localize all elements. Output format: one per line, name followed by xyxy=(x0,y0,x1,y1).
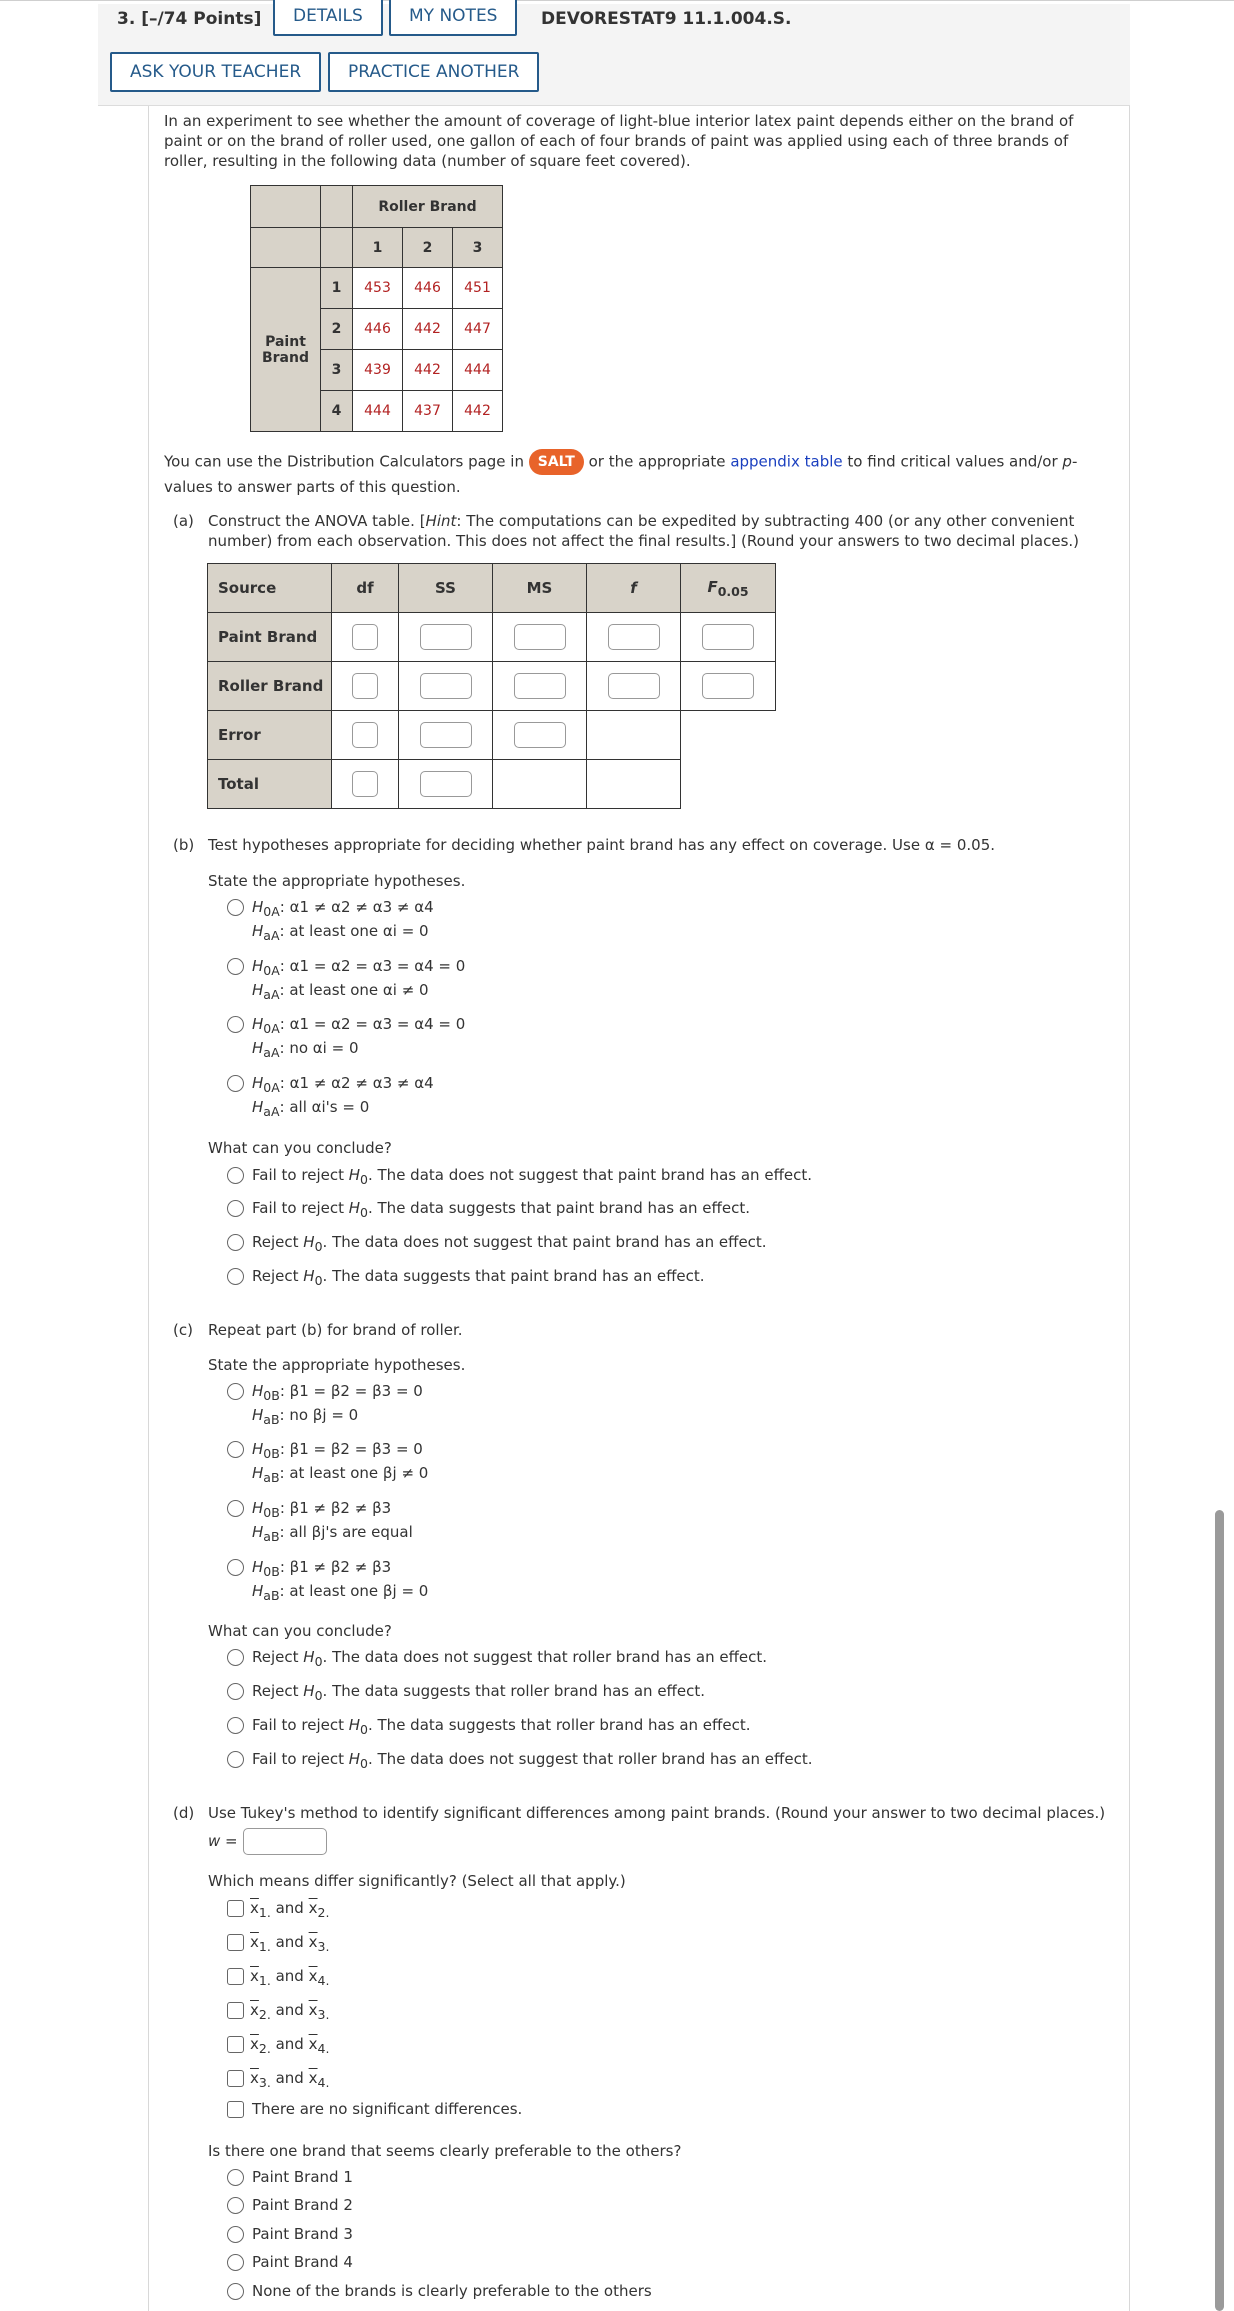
pair-checkbox[interactable] xyxy=(227,2002,244,2019)
state-hypotheses-label: State the appropriate hypotheses. xyxy=(208,1356,466,1374)
pair-option: $\overline{x}_{3.}$ and $\overline{x}_{4.}$ xyxy=(250,2069,330,2090)
ha-text: no βj = 0 xyxy=(289,1406,359,1424)
note-text: or the appropriate xyxy=(588,452,726,471)
part-d-label: (d) xyxy=(173,1804,195,1822)
pair-option: $\overline{x}_{1.}$ and $\overline{x}_{3.}$ xyxy=(250,1933,330,1954)
hypothesis-radio[interactable] xyxy=(227,1016,244,1033)
ha-text: all αi's = 0 xyxy=(289,1098,370,1116)
hypothesis-radio[interactable] xyxy=(227,1441,244,1458)
data-cell: 437 xyxy=(403,391,453,432)
pair-option: $\overline{x}_{1.}$ and $\overline{x}_{4.}$ xyxy=(250,1967,330,1988)
data-table xyxy=(250,185,503,432)
null-hypothesis: $H_{0B}$: β1 ≠ β2 ≠ β3 xyxy=(252,1499,392,1520)
part-d-question: Use Tukey's method to identify significant differences among paint brands. (Round your answer to two decimal places.) xyxy=(208,1804,1106,1822)
alt-hypothesis: $H_{aB}$: at least one βj ≠ 0 xyxy=(252,1464,429,1485)
f-crit-subscript: 0.05 xyxy=(717,583,749,599)
ss-cell xyxy=(399,662,493,711)
h0-text: α1 ≠ α2 ≠ α3 ≠ α4 xyxy=(289,898,434,916)
ss-input[interactable] xyxy=(420,722,472,748)
ask-your-teacher-button[interactable]: ASK YOUR TEACHER xyxy=(110,52,321,92)
data-cell: 446 xyxy=(403,268,453,309)
ss-input[interactable] xyxy=(420,771,472,797)
f-input[interactable] xyxy=(608,673,660,699)
part-a-text-start: Construct the ANOVA table. [ xyxy=(208,512,426,530)
h0-text: α1 = α2 = α3 = α4 = 0 xyxy=(289,1015,466,1033)
f-crit-cell xyxy=(681,613,776,662)
h0-text: β1 ≠ β2 ≠ β3 xyxy=(289,1499,392,1517)
conclude-label: What can you conclude? xyxy=(208,1622,392,1640)
data-cell: 444 xyxy=(453,350,503,391)
and-word: and xyxy=(275,1967,304,1985)
h0-text: β1 = β2 = β3 = 0 xyxy=(289,1440,423,1458)
hypothesis-radio[interactable] xyxy=(227,899,244,916)
paint-label: 2 xyxy=(321,309,353,350)
h0-text: β1 ≠ β2 ≠ β3 xyxy=(289,1558,392,1576)
ms-input[interactable] xyxy=(514,673,566,699)
conclusion-radio[interactable] xyxy=(227,1683,244,1700)
conclusion-action: Reject xyxy=(252,1267,299,1285)
w-label: w = xyxy=(208,1832,238,1850)
ss-input[interactable] xyxy=(420,624,472,650)
conclusion-option: Reject $H_0$. The data suggests that roller brand has an effect. xyxy=(252,1682,706,1703)
part-a-text-end: : The computations can be expedited by subtracting 400 (or any other convenient number) from each observation. This does not affect the final results.] (Round your answers to two decimal places.) xyxy=(208,512,1080,550)
ss-input[interactable] xyxy=(420,673,472,699)
conclusion-option: Fail to reject $H_0$. The data does not suggest that roller brand has an effect. xyxy=(252,1750,813,1771)
df-header: df xyxy=(332,564,399,613)
preferable-radio[interactable] xyxy=(227,2283,244,2300)
w-input[interactable] xyxy=(243,1828,327,1855)
conclusion-text: . The data does not suggest that paint brand has an effect. xyxy=(367,1166,813,1184)
row-label: Roller Brand xyxy=(208,662,332,711)
null-hypothesis: $H_{0B}$: β1 = β2 = β3 = 0 xyxy=(252,1382,423,1403)
pair-index: 1 xyxy=(258,1973,267,1988)
p-symbol: p xyxy=(1062,452,1072,471)
ms-header: MS xyxy=(493,564,587,613)
pair-index: 2 xyxy=(258,2007,267,2022)
conclusion-option: Fail to reject $H_0$. The data does not suggest that paint brand has an effect. xyxy=(252,1166,813,1187)
part-b-label: (b) xyxy=(173,836,195,854)
h0-text: α1 ≠ α2 ≠ α3 ≠ α4 xyxy=(289,1074,434,1092)
data-cell: 442 xyxy=(403,309,453,350)
ss-cell xyxy=(399,613,493,662)
data-cell: 453 xyxy=(353,268,403,309)
conclusion-radio[interactable] xyxy=(227,1167,244,1184)
null-hypothesis: $H_{0A}$: α1 = α2 = α3 = α4 = 0 xyxy=(252,1015,466,1036)
preferable-option: Paint Brand 2 xyxy=(252,2196,353,2214)
and-word: and xyxy=(275,2069,304,2087)
null-hypothesis: $H_{0B}$: β1 = β2 = β3 = 0 xyxy=(252,1440,423,1461)
pair-checkbox[interactable] xyxy=(227,1934,244,1951)
pair-checkbox[interactable] xyxy=(227,1968,244,1985)
conclusion-action: Fail to reject xyxy=(252,1199,344,1217)
conclusion-radio[interactable] xyxy=(227,1751,244,1768)
part-a-label: (a) xyxy=(173,512,194,530)
df-input[interactable] xyxy=(352,673,378,699)
state-hypotheses-label: State the appropriate hypotheses. xyxy=(208,872,466,890)
ha-text: no αi = 0 xyxy=(289,1039,359,1057)
intro-text: In an experiment to see whether the amount of coverage of light-blue interior latex paint depends either on the brand of paint or on the brand of roller used, one gallon of each of four brands of paint was applied using each of three brands of roller, resulting in the following data (number of square feet covered). xyxy=(164,112,1074,170)
conclude-label: What can you conclude? xyxy=(208,1139,392,1157)
appendix-table-link[interactable]: appendix table xyxy=(730,452,843,471)
conclusion-action: Fail to reject xyxy=(252,1750,344,1768)
paint-label: 4 xyxy=(321,391,353,432)
empty-cell xyxy=(681,760,776,809)
row-label: Total xyxy=(208,760,332,809)
f-crit-cell xyxy=(681,662,776,711)
conclusion-radio[interactable] xyxy=(227,1200,244,1217)
hypothesis-radio[interactable] xyxy=(227,1075,244,1092)
conclusion-option: Fail to reject $H_0$. The data suggests that roller brand has an effect. xyxy=(252,1716,751,1737)
pair-option: $\overline{x}_{1.}$ and $\overline{x}_{2.}$ xyxy=(250,1899,330,1920)
preferable-option: Paint Brand 4 xyxy=(252,2253,353,2271)
question-code: DEVORESTAT9 11.1.004.S. xyxy=(541,9,792,29)
null-hypothesis: $H_{0A}$: α1 ≠ α2 ≠ α3 ≠ α4 xyxy=(252,1074,434,1095)
part-c-question: Repeat part (b) for brand of roller. xyxy=(208,1321,463,1339)
ha-text: at least one αi = 0 xyxy=(289,922,429,940)
alt-hypothesis: $H_{aB}$: all βj's are equal xyxy=(252,1523,413,1544)
corner-cell xyxy=(251,186,321,228)
alt-hypothesis: $H_{aA}$: at least one αi = 0 xyxy=(252,922,429,943)
df-cell xyxy=(332,613,399,662)
alt-hypothesis: $H_{aA}$: no αi = 0 xyxy=(252,1039,359,1060)
data-cell: 439 xyxy=(353,350,403,391)
data-cell: 446 xyxy=(353,309,403,350)
and-word: and xyxy=(275,1933,304,1951)
pair-option: $\overline{x}_{2.}$ and $\overline{x}_{3.}$ xyxy=(250,2001,330,2022)
preferable-radio[interactable] xyxy=(227,2254,244,2271)
preferable-radio[interactable] xyxy=(227,2169,244,2186)
conclusion-action: Fail to reject xyxy=(252,1166,344,1184)
preferable-option: Paint Brand 3 xyxy=(252,2225,353,2243)
which-means-label: Which means differ significantly? (Select all that apply.) xyxy=(208,1872,626,1890)
conclusion-text: . The data does not suggest that roller brand has an effect. xyxy=(322,1648,768,1666)
ms-cell xyxy=(493,760,587,809)
ms-cell xyxy=(493,613,587,662)
f-input[interactable] xyxy=(608,624,660,650)
f-crit-symbol: F xyxy=(707,577,718,596)
h0-text: α1 = α2 = α3 = α4 = 0 xyxy=(289,957,466,975)
source-header: Source xyxy=(208,564,332,613)
f-crit-input[interactable] xyxy=(702,624,754,650)
conclusion-text: . The data suggests that paint brand has an effect. xyxy=(322,1267,705,1285)
my-notes-button[interactable]: MY NOTES xyxy=(389,0,517,36)
roller-brand-header: Roller Brand xyxy=(353,186,503,228)
corner-cell xyxy=(321,228,353,268)
f-cell xyxy=(587,662,681,711)
df-input[interactable] xyxy=(352,771,378,797)
no-difference-label: There are no significant differences. xyxy=(252,2100,523,2118)
conclusion-text: . The data suggests that paint brand has an effect. xyxy=(367,1199,750,1217)
conclusion-radio[interactable] xyxy=(227,1268,244,1285)
f-symbol: f xyxy=(630,579,637,597)
ha-text: at least one αi ≠ 0 xyxy=(289,981,429,999)
conclusion-radio[interactable] xyxy=(227,1234,244,1251)
pair-checkbox[interactable] xyxy=(227,2036,244,2053)
note-text: You can use the Distribution Calculators page in xyxy=(164,452,524,471)
corner-cell xyxy=(321,186,353,228)
conclusion-text: . The data does not suggest that paint brand has an effect. xyxy=(322,1233,767,1251)
conclusion-action: Reject xyxy=(252,1233,299,1251)
pair-checkbox[interactable] xyxy=(227,2070,244,2087)
preferable-label: Is there one brand that seems clearly preferable to the others? xyxy=(208,2142,682,2160)
ha-text: all βj's are equal xyxy=(289,1523,413,1541)
ss-cell xyxy=(399,760,493,809)
pair-index: 2 xyxy=(258,2041,267,2056)
roller-label: 2 xyxy=(403,228,453,268)
null-hypothesis: $H_{0A}$: α1 ≠ α2 ≠ α3 ≠ α4 xyxy=(252,898,434,919)
f-cell xyxy=(587,760,681,809)
null-hypothesis: $H_{0B}$: β1 ≠ β2 ≠ β3 xyxy=(252,1558,392,1579)
pair-index: 4 xyxy=(317,2075,326,2090)
hypothesis-radio[interactable] xyxy=(227,1559,244,1576)
part-a-text xyxy=(208,511,1116,551)
pair-index: 3 xyxy=(317,2007,326,2022)
empty-cell xyxy=(681,711,776,760)
ha-text: at least one βj ≠ 0 xyxy=(289,1464,429,1482)
and-word: and xyxy=(275,2001,304,2019)
paint-label: 3 xyxy=(321,350,353,391)
conclusion-text: . The data does not suggest that roller brand has an effect. xyxy=(367,1750,813,1768)
df-cell xyxy=(332,711,399,760)
and-word: and xyxy=(275,2035,304,2053)
anova-table xyxy=(207,563,776,809)
ms-cell xyxy=(493,662,587,711)
alt-hypothesis: $H_{aA}$: all αi's = 0 xyxy=(252,1098,370,1119)
part-c-label: (c) xyxy=(173,1321,193,1339)
ms-input[interactable] xyxy=(514,624,566,650)
f-critical-header xyxy=(681,564,776,613)
scrollbar-thumb[interactable] xyxy=(1215,1510,1224,2311)
data-cell: 442 xyxy=(453,391,503,432)
data-cell: 444 xyxy=(353,391,403,432)
row-label: Paint Brand xyxy=(208,613,332,662)
practice-another-button[interactable]: PRACTICE ANOTHER xyxy=(328,52,539,92)
conclusion-text: . The data suggests that roller brand has an effect. xyxy=(367,1716,751,1734)
hypothesis-radio[interactable] xyxy=(227,958,244,975)
conclusion-option: Reject $H_0$. The data suggests that paint brand has an effect. xyxy=(252,1267,705,1288)
df-cell xyxy=(332,662,399,711)
f-cell xyxy=(587,711,681,760)
details-button[interactable]: DETAILS xyxy=(273,0,383,36)
pair-index: 4 xyxy=(317,1973,326,1988)
corner-cell xyxy=(251,228,321,268)
preferable-radio[interactable] xyxy=(227,2197,244,2214)
pair-option: $\overline{x}_{2.}$ and $\overline{x}_{4.}$ xyxy=(250,2035,330,2056)
roller-label: 3 xyxy=(453,228,503,268)
conclusion-action: Reject xyxy=(252,1682,299,1700)
paint-brand-header: Paint Brand xyxy=(251,268,321,432)
f-cell xyxy=(587,613,681,662)
conclusion-action: Reject xyxy=(252,1648,299,1666)
h0-text: β1 = β2 = β3 = 0 xyxy=(289,1382,423,1400)
alt-hypothesis: $H_{aA}$: at least one αi ≠ 0 xyxy=(252,981,429,1002)
df-cell xyxy=(332,760,399,809)
ms-cell xyxy=(493,711,587,760)
alt-hypothesis: $H_{aB}$: at least one βj = 0 xyxy=(252,1582,429,1603)
conclusion-action: Fail to reject xyxy=(252,1716,344,1734)
row-label: Error xyxy=(208,711,332,760)
salt-badge[interactable]: SALT xyxy=(529,449,584,475)
conclusion-radio[interactable] xyxy=(227,1649,244,1666)
roller-label: 1 xyxy=(353,228,403,268)
conclusion-option: Reject $H_0$. The data does not suggest that paint brand has an effect. xyxy=(252,1233,767,1254)
ss-header: SS xyxy=(399,564,493,613)
ha-text: at least one βj = 0 xyxy=(289,1582,429,1600)
hypothesis-radio[interactable] xyxy=(227,1383,244,1400)
data-cell: 451 xyxy=(453,268,503,309)
question-number: 3. [–/74 Points] xyxy=(117,9,262,29)
preferable-option: None of the brands is clearly preferable to the others xyxy=(252,2282,652,2300)
note-text: -values to answer parts of this question. xyxy=(164,452,1078,496)
null-hypothesis: $H_{0A}$: α1 = α2 = α3 = α4 = 0 xyxy=(252,957,466,978)
note-text: to find critical values and/or xyxy=(847,452,1058,471)
f-header xyxy=(587,564,681,613)
preferable-option: Paint Brand 1 xyxy=(252,2168,353,2186)
paint-label: 1 xyxy=(321,268,353,309)
conclusion-text: . The data suggests that roller brand has an effect. xyxy=(322,1682,706,1700)
conclusion-option: Reject $H_0$. The data does not suggest that roller brand has an effect. xyxy=(252,1648,768,1669)
preferable-radio[interactable] xyxy=(227,2226,244,2243)
hint-word: Hint xyxy=(425,512,457,530)
pair-checkbox[interactable] xyxy=(227,1900,244,1917)
pair-index: 1 xyxy=(258,1939,267,1954)
f-crit-input[interactable] xyxy=(702,673,754,699)
pair-index: 3 xyxy=(258,2075,267,2090)
calculator-note xyxy=(164,449,1124,500)
df-input[interactable] xyxy=(352,624,378,650)
conclusion-option: Fail to reject $H_0$. The data suggests that paint brand has an effect. xyxy=(252,1199,750,1220)
pair-index: 3 xyxy=(317,1939,326,1954)
no-difference-checkbox[interactable] xyxy=(227,2101,244,2118)
ss-cell xyxy=(399,711,493,760)
pair-index: 2 xyxy=(317,1905,326,1920)
data-cell: 447 xyxy=(453,309,503,350)
alt-hypothesis: $H_{aB}$: no βj = 0 xyxy=(252,1406,359,1427)
hypothesis-radio[interactable] xyxy=(227,1500,244,1517)
pair-index: 4 xyxy=(317,2041,326,2056)
part-b-question: Test hypotheses appropriate for deciding whether paint brand has any effect on coverage. Use α = 0.05. xyxy=(208,836,996,854)
and-word: and xyxy=(275,1899,304,1917)
ms-input[interactable] xyxy=(514,722,566,748)
df-input[interactable] xyxy=(352,722,378,748)
conclusion-radio[interactable] xyxy=(227,1717,244,1734)
pair-index: 1 xyxy=(258,1905,267,1920)
data-cell: 442 xyxy=(403,350,453,391)
